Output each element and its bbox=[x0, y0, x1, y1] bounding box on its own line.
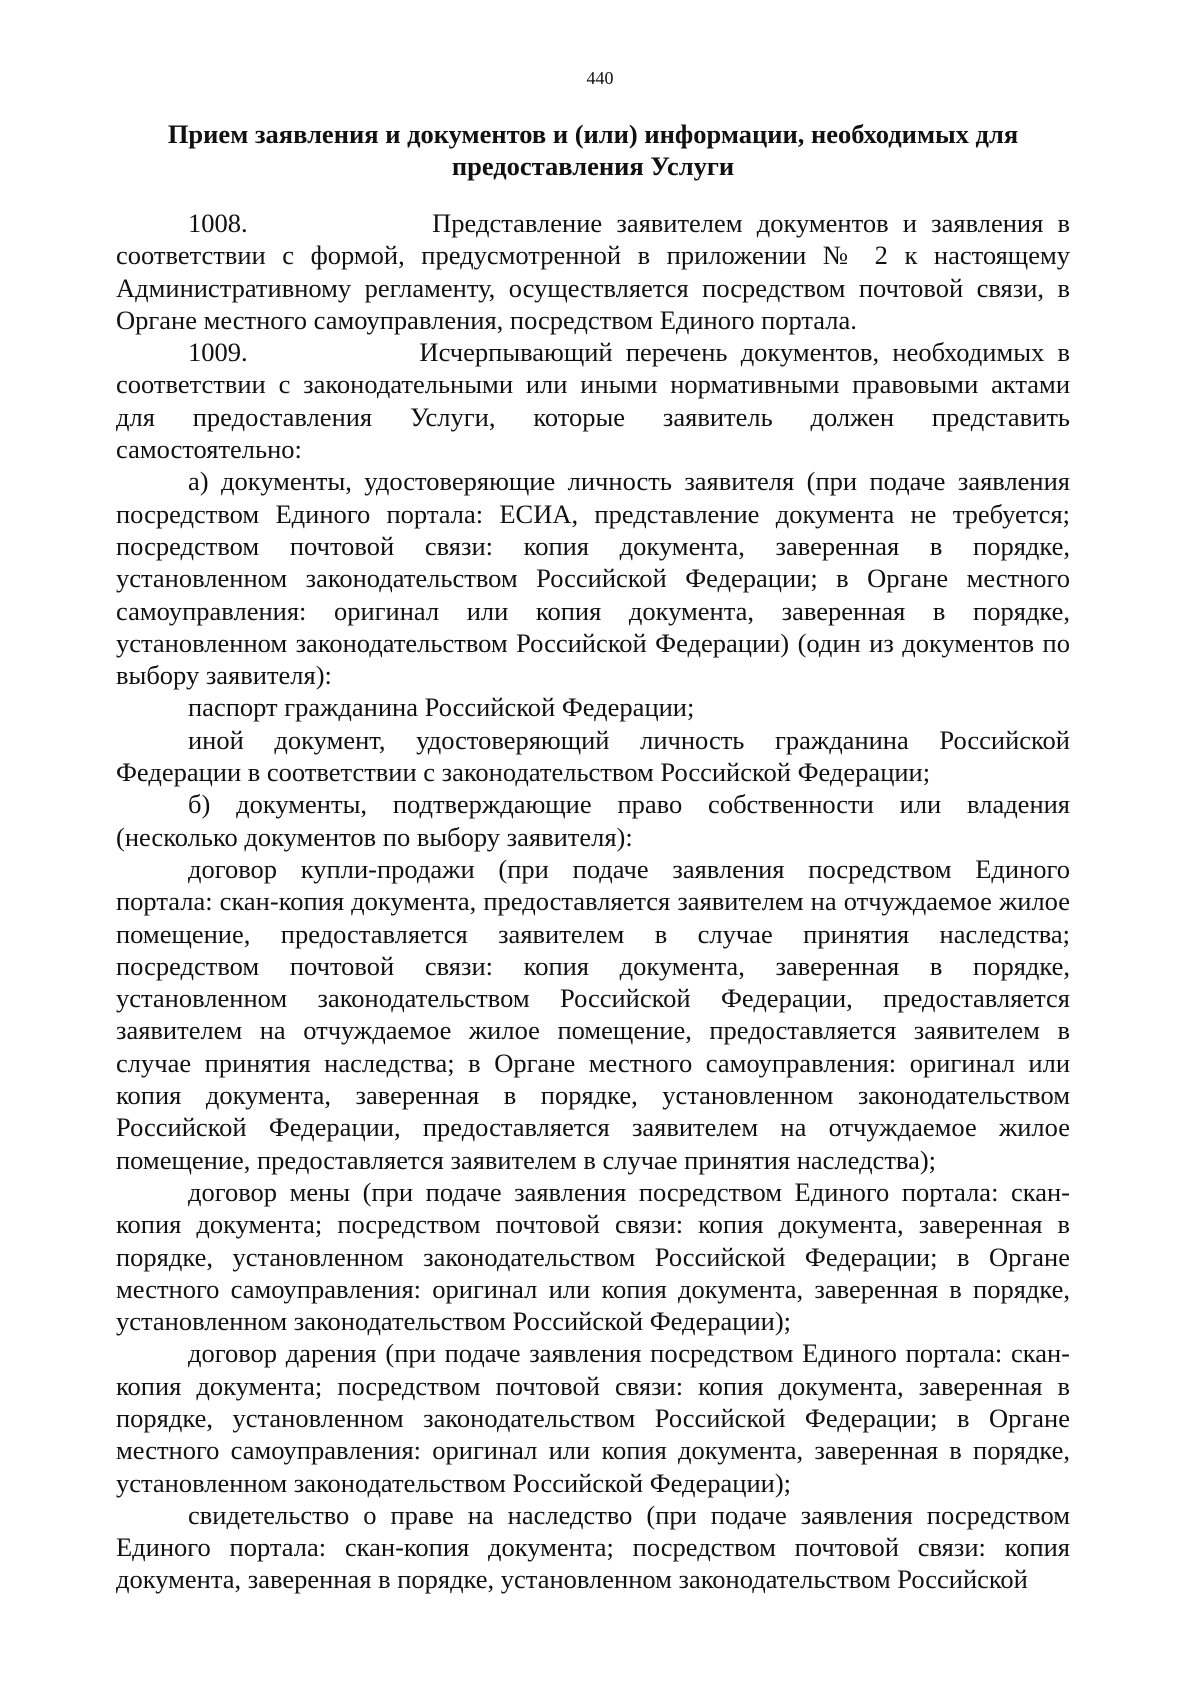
document-body bbox=[116, 207, 1070, 1596]
paragraph-1008: 1008. Представление заявителем документов и заявления в соответствии с формой, предусмотренной в приложении № 2 к настоящему Административному регламенту, осуществляется посредством почтовой связи, в Органе местного самоуправления, посредством Единого портала. bbox=[116, 208, 1070, 335]
paragraph-passport: паспорт гражданина Российской Федерации; bbox=[188, 692, 695, 723]
paragraph-inheritance-certificate: свидетельство о праве на наследство (при подаче заявления посредством Единого портала: скан-копия документа; посредством почтовой связи: копия документа, заверенная в порядке, установленном законодательством Российской bbox=[116, 1499, 1070, 1595]
paragraph-exchange-contract: договор мены (при подаче заявления посредством Единого портала: скан-копия документа; посредством почтовой связи: копия документа, заверенная в порядке, установленном законодательством Российской Федерации; в Органе местного самоуправления: оригинал или копия документа, заверенная в порядке, установленном законодательством Российской Федерации); bbox=[116, 1176, 1070, 1337]
paragraph-sale-contract: договор купли-продажи (при подаче заявления посредством Единого портала: скан-копия документа, предоставляется заявителем на отчуждаемое жилое помещение, предоставляется заявителем в случае принятия наследства; посредством почтовой связи: копия документа, заверенная в порядке, установленном законодательством Российской Федерации, предоставляется заявителем на отчуждаемое жилое помещение, предоставляется заявителем в случае принятия наследства; в Органе местного самоуправления: оригинал или копия документа, заверенная в порядке, установленном законодательством Российской Федерации, предоставляется заявителем на отчуждаемое жилое помещение, предоставляется заявителем в случае принятия наследства); bbox=[116, 853, 1070, 1175]
page-number: 440 bbox=[586, 68, 614, 88]
paragraph-gift-contract: договор дарения (при подаче заявления посредством Единого портала: скан-копия документа; посредством почтовой связи: копия документа, заверенная в порядке, установленном законодательством Российской Федерации; в Органе местного самоуправления: оригинал или копия документа, заверенная в порядке, установленном законодательством Российской Федерации); bbox=[116, 1338, 1070, 1498]
paragraph-item-b: б) документы, подтверждающие право собственности или владения (несколько документов по выбору заявителя): bbox=[116, 789, 1070, 852]
section-heading: Прием заявления и документов и (или) информации, необходимых для предоставления Услуги bbox=[167, 119, 1019, 181]
paragraph-1009: 1009. Исчерпывающий перечень документов, необходимых в соответствии с законодательными или иными нормативными правовыми актами для предоставления Услуги, которые заявитель должен представить самостоятельно: bbox=[116, 337, 1070, 465]
paragraph-other-id: иной документ, удостоверяющий личность гражданина Российской Федерации в соответствии с законодательством Российской Федерации; bbox=[116, 724, 1070, 788]
paragraph-item-a: а) документы, удостоверяющие личность заявителя (при подаче заявления посредством Единого портала: ЕСИА, представление документа не требуется; посредством почтовой связи: копия документа, заверенная в порядке, установленном законодательством Российской Федерации; в Органе местного самоуправления: оригинал или копия документа, заверенная в порядке, установленном законодательством Российской Федерации) (один из документов по выбору заявителя): bbox=[116, 466, 1070, 691]
